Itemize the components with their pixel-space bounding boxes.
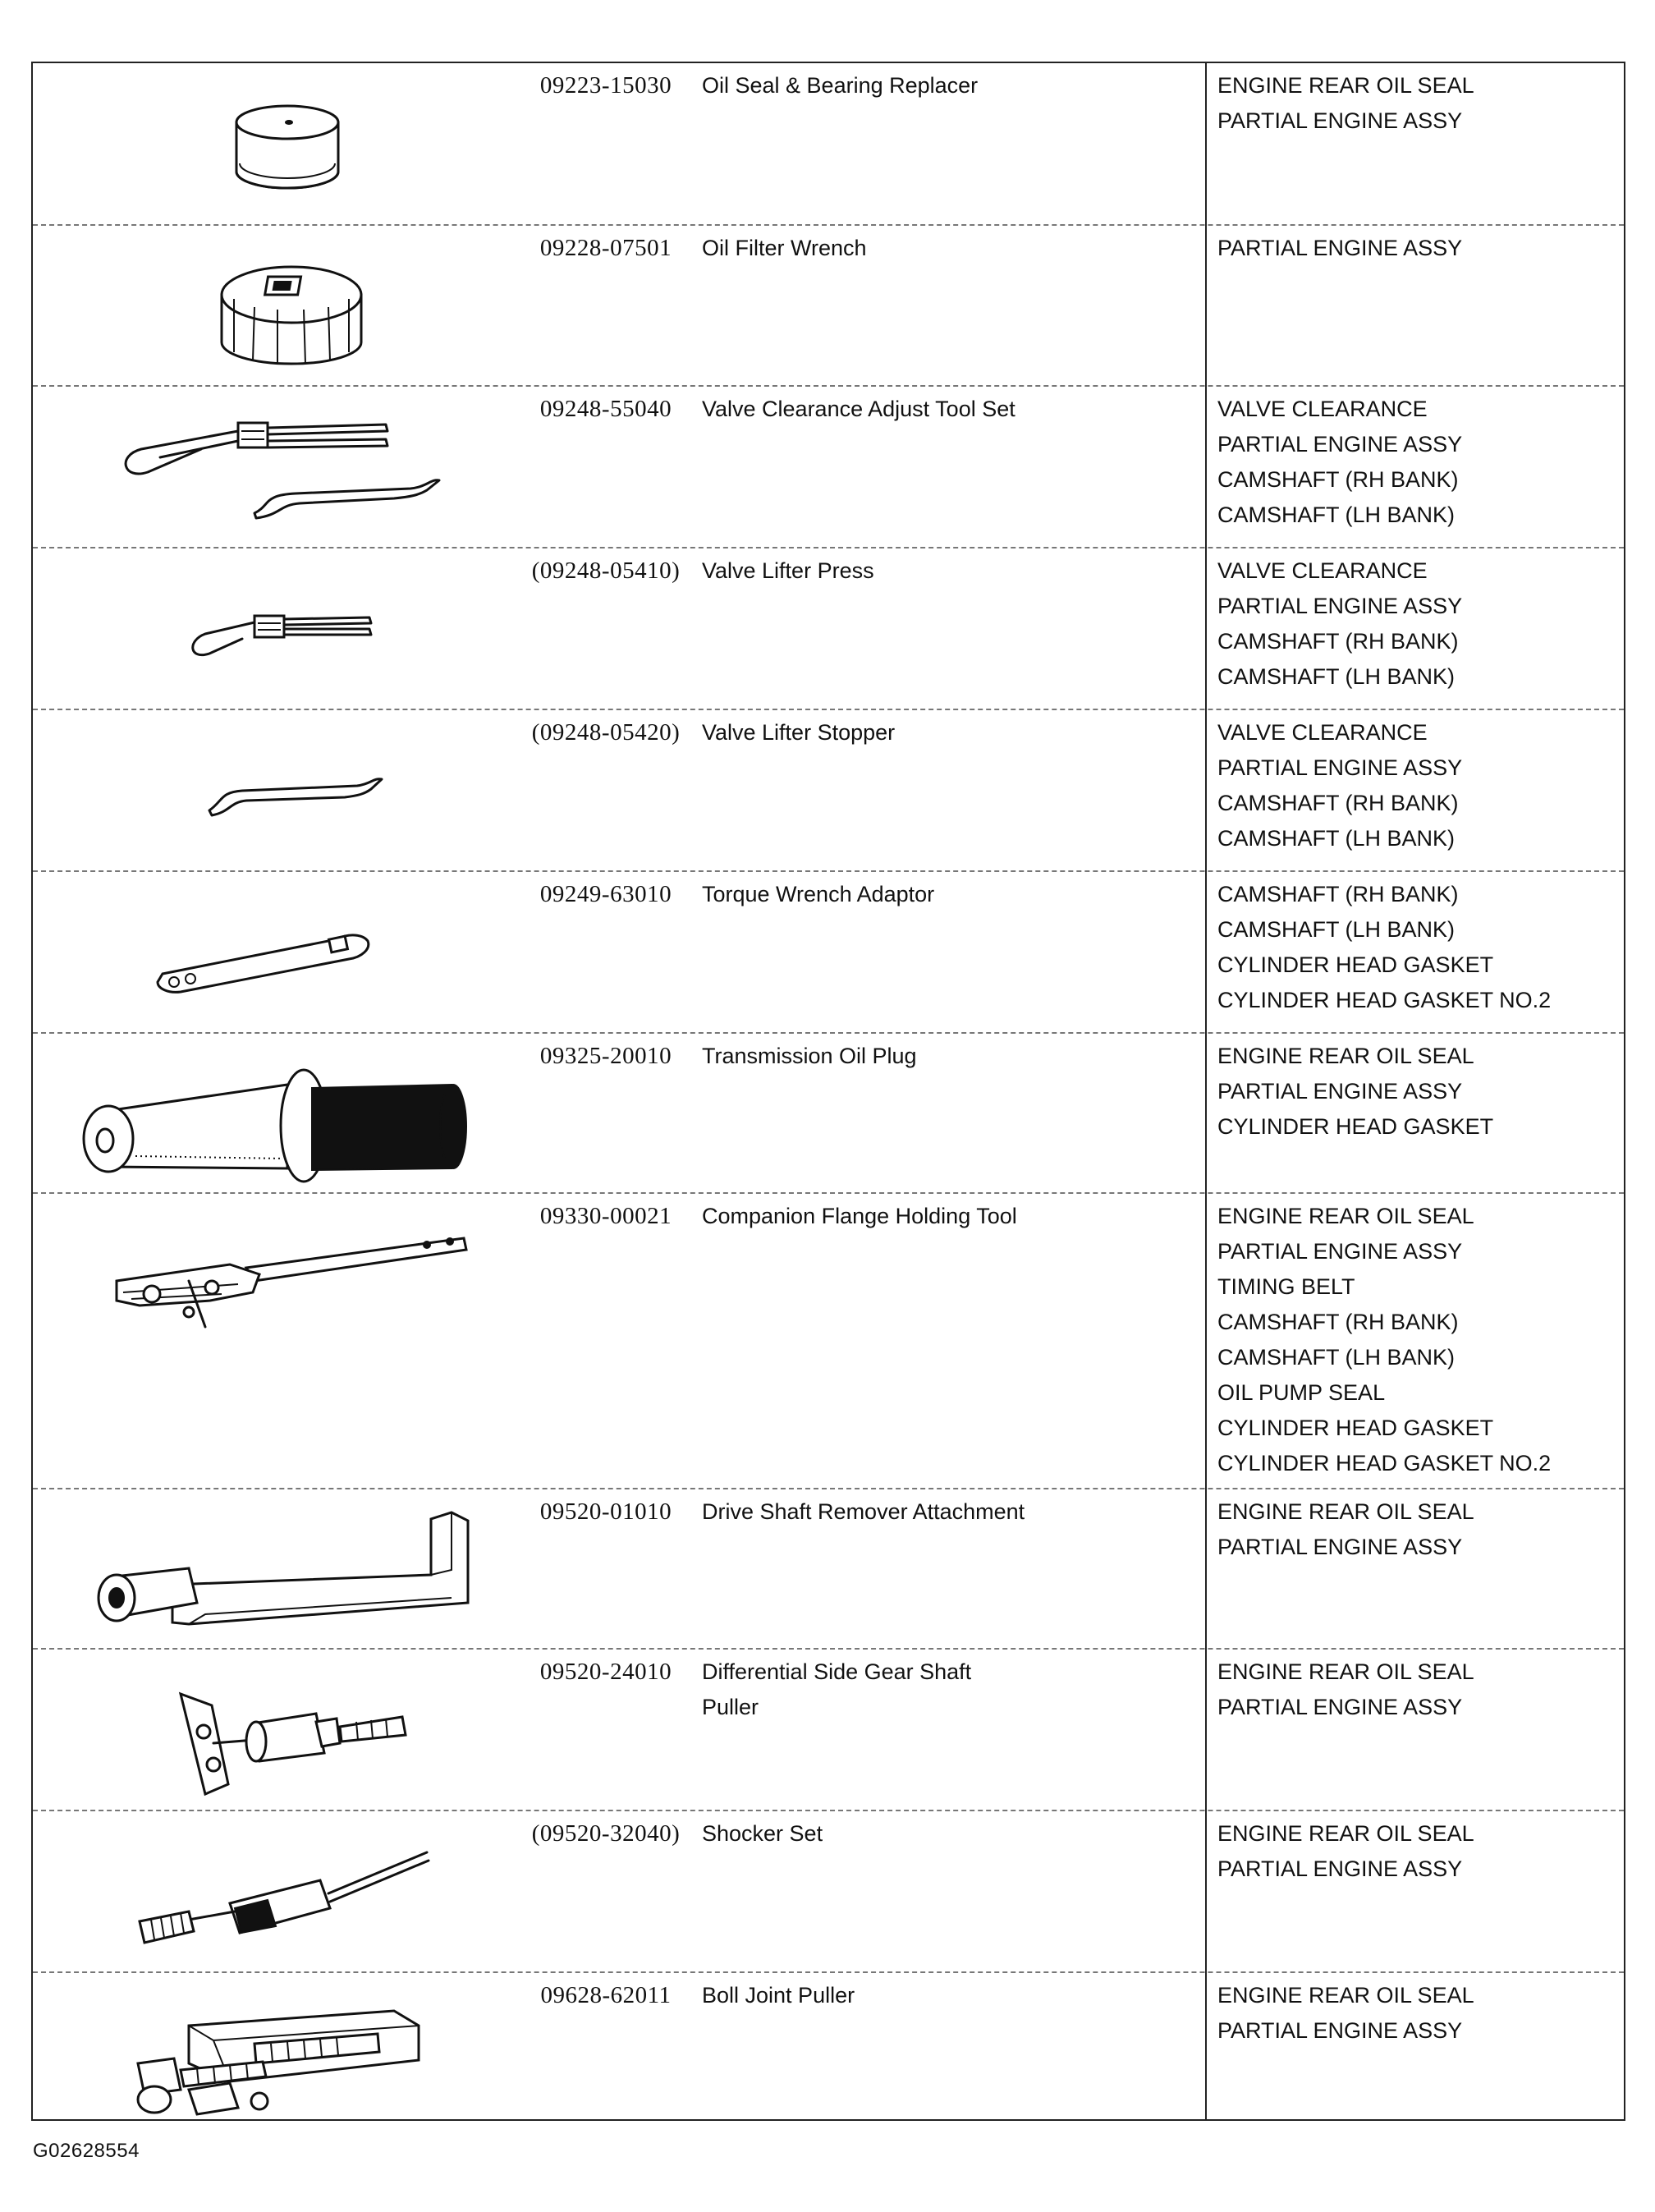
tool-name: Oil Seal & Bearing Replacer xyxy=(702,73,979,98)
tool-row xyxy=(33,385,1624,547)
usage-list xyxy=(1217,1494,1620,1565)
usage-item: CYLINDER HEAD GASKET xyxy=(1217,1416,1494,1440)
flange-holding-tool-icon xyxy=(66,1205,493,1345)
usage-item: CAMSHAFT (LH BANK) xyxy=(1217,826,1456,851)
tool-name: Valve Lifter Stopper xyxy=(702,720,896,745)
usage-list xyxy=(1217,1978,1620,2049)
valve-lifter-press-icon xyxy=(66,560,493,700)
usage-item: VALVE CLEARANCE xyxy=(1217,558,1428,583)
usage-item: CYLINDER HEAD GASKET NO.2 xyxy=(1217,988,1552,1012)
transmission-oil-plug-icon xyxy=(66,1045,493,1185)
usage-list xyxy=(1217,553,1620,695)
usage-item: ENGINE REAR OIL SEAL xyxy=(1217,1044,1474,1068)
tool-name: Valve Clearance Adjust Tool Set xyxy=(702,397,1015,421)
usage-item: PARTIAL ENGINE ASSY xyxy=(1217,755,1463,780)
oil-filter-wrench-icon xyxy=(66,237,493,377)
tool-name: Boll Joint Puller xyxy=(702,1983,855,2008)
tool-name: Drive Shaft Remover Attachment xyxy=(702,1499,1025,1524)
side-gear-puller-icon xyxy=(66,1661,493,1801)
part-number: 09628-62011 xyxy=(540,1982,672,2008)
torque-wrench-adaptor-icon xyxy=(66,883,493,1023)
tool-row xyxy=(33,1192,1624,1488)
part-number: (09520-32040) xyxy=(531,1820,681,1847)
usage-item: PARTIAL ENGINE ASSY xyxy=(1217,1856,1463,1881)
part-number: 09520-24010 xyxy=(539,1659,672,1685)
tool-row xyxy=(33,1488,1624,1648)
usage-item: PARTIAL ENGINE ASSY xyxy=(1217,1695,1463,1719)
tool-row xyxy=(33,1971,1624,2123)
tool-table xyxy=(31,62,1625,2121)
tool-row xyxy=(33,63,1624,224)
tool-name: Oil Filter Wrench xyxy=(702,236,867,260)
seal-replacer-icon xyxy=(66,75,493,214)
usage-item: PARTIAL ENGINE ASSY xyxy=(1217,108,1463,133)
usage-item: PARTIAL ENGINE ASSY xyxy=(1217,1535,1463,1559)
tool-row xyxy=(33,1032,1624,1192)
figure-id: G02628554 xyxy=(33,2140,140,2162)
part-number: 09520-01010 xyxy=(539,1498,672,1525)
usage-item: PARTIAL ENGINE ASSY xyxy=(1217,1079,1463,1104)
tool-row xyxy=(33,1648,1624,1810)
usage-item: CYLINDER HEAD GASKET xyxy=(1217,952,1494,977)
part-number: 09325-20010 xyxy=(539,1043,672,1069)
usage-item: CYLINDER HEAD GASKET NO.2 xyxy=(1217,1451,1552,1475)
ball-joint-puller-icon xyxy=(66,1985,493,2124)
usage-item: CYLINDER HEAD GASKET xyxy=(1217,1114,1494,1139)
tool-name: Transmission Oil Plug xyxy=(702,1044,917,1068)
usage-item: CAMSHAFT (LH BANK) xyxy=(1217,664,1456,689)
valve-lifter-stopper-icon xyxy=(66,722,493,861)
usage-list xyxy=(1217,877,1620,1018)
usage-list xyxy=(1217,231,1620,266)
usage-item: VALVE CLEARANCE xyxy=(1217,720,1428,745)
tool-name: Torque Wrench Adaptor xyxy=(702,882,935,906)
tool-row xyxy=(33,224,1624,385)
drive-shaft-remover-icon xyxy=(66,1501,493,1641)
tool-row xyxy=(33,1810,1624,1971)
usage-item: PARTIAL ENGINE ASSY xyxy=(1217,1239,1463,1264)
usage-item: CAMSHAFT (LH BANK) xyxy=(1217,503,1456,527)
usage-item: CAMSHAFT (RH BANK) xyxy=(1217,1310,1459,1334)
tool-row xyxy=(33,709,1624,870)
usage-list xyxy=(1217,1199,1620,1481)
usage-item: PARTIAL ENGINE ASSY xyxy=(1217,2018,1463,2043)
usage-item: TIMING BELT xyxy=(1217,1274,1355,1299)
shocker-set-icon xyxy=(66,1823,493,1962)
usage-list xyxy=(1217,68,1620,139)
usage-item: ENGINE REAR OIL SEAL xyxy=(1217,1821,1474,1846)
usage-item: ENGINE REAR OIL SEAL xyxy=(1217,1499,1474,1524)
usage-item: ENGINE REAR OIL SEAL xyxy=(1217,1204,1474,1228)
part-number: 09330-00021 xyxy=(539,1203,672,1229)
part-number: (09248-05410) xyxy=(531,558,681,584)
usage-item: CAMSHAFT (RH BANK) xyxy=(1217,629,1459,654)
valve-tool-set-icon xyxy=(66,398,493,538)
usage-item: CAMSHAFT (RH BANK) xyxy=(1217,791,1459,815)
usage-list xyxy=(1217,715,1620,856)
tool-name: Valve Lifter Press xyxy=(702,558,874,583)
part-number: 09249-63010 xyxy=(539,881,672,907)
usage-item: OIL PUMP SEAL xyxy=(1217,1380,1386,1405)
usage-item: PARTIAL ENGINE ASSY xyxy=(1217,594,1463,618)
part-number: (09248-05420) xyxy=(531,719,681,746)
part-number: 09228-07501 xyxy=(539,235,672,261)
usage-item: ENGINE REAR OIL SEAL xyxy=(1217,73,1474,98)
usage-item: ENGINE REAR OIL SEAL xyxy=(1217,1983,1474,2008)
tool-name: Shocker Set xyxy=(702,1821,823,1846)
part-number: 09223-15030 xyxy=(539,72,672,99)
tool-row xyxy=(33,547,1624,709)
usage-item: ENGINE REAR OIL SEAL xyxy=(1217,1659,1474,1684)
usage-item: PARTIAL ENGINE ASSY xyxy=(1217,236,1463,260)
usage-item: CAMSHAFT (RH BANK) xyxy=(1217,882,1459,906)
usage-item: CAMSHAFT (RH BANK) xyxy=(1217,467,1459,492)
usage-list xyxy=(1217,392,1620,533)
tool-name: Differential Side Gear Shaft Puller xyxy=(702,1659,972,1719)
usage-list xyxy=(1217,1816,1620,1887)
tool-row xyxy=(33,870,1624,1032)
usage-item: CAMSHAFT (LH BANK) xyxy=(1217,917,1456,942)
usage-item: CAMSHAFT (LH BANK) xyxy=(1217,1345,1456,1370)
part-number: 09248-55040 xyxy=(539,396,672,422)
usage-list xyxy=(1217,1654,1620,1725)
tool-name: Companion Flange Holding Tool xyxy=(702,1204,1017,1228)
usage-item: PARTIAL ENGINE ASSY xyxy=(1217,432,1463,457)
usage-list xyxy=(1217,1039,1620,1145)
usage-item: VALVE CLEARANCE xyxy=(1217,397,1428,421)
